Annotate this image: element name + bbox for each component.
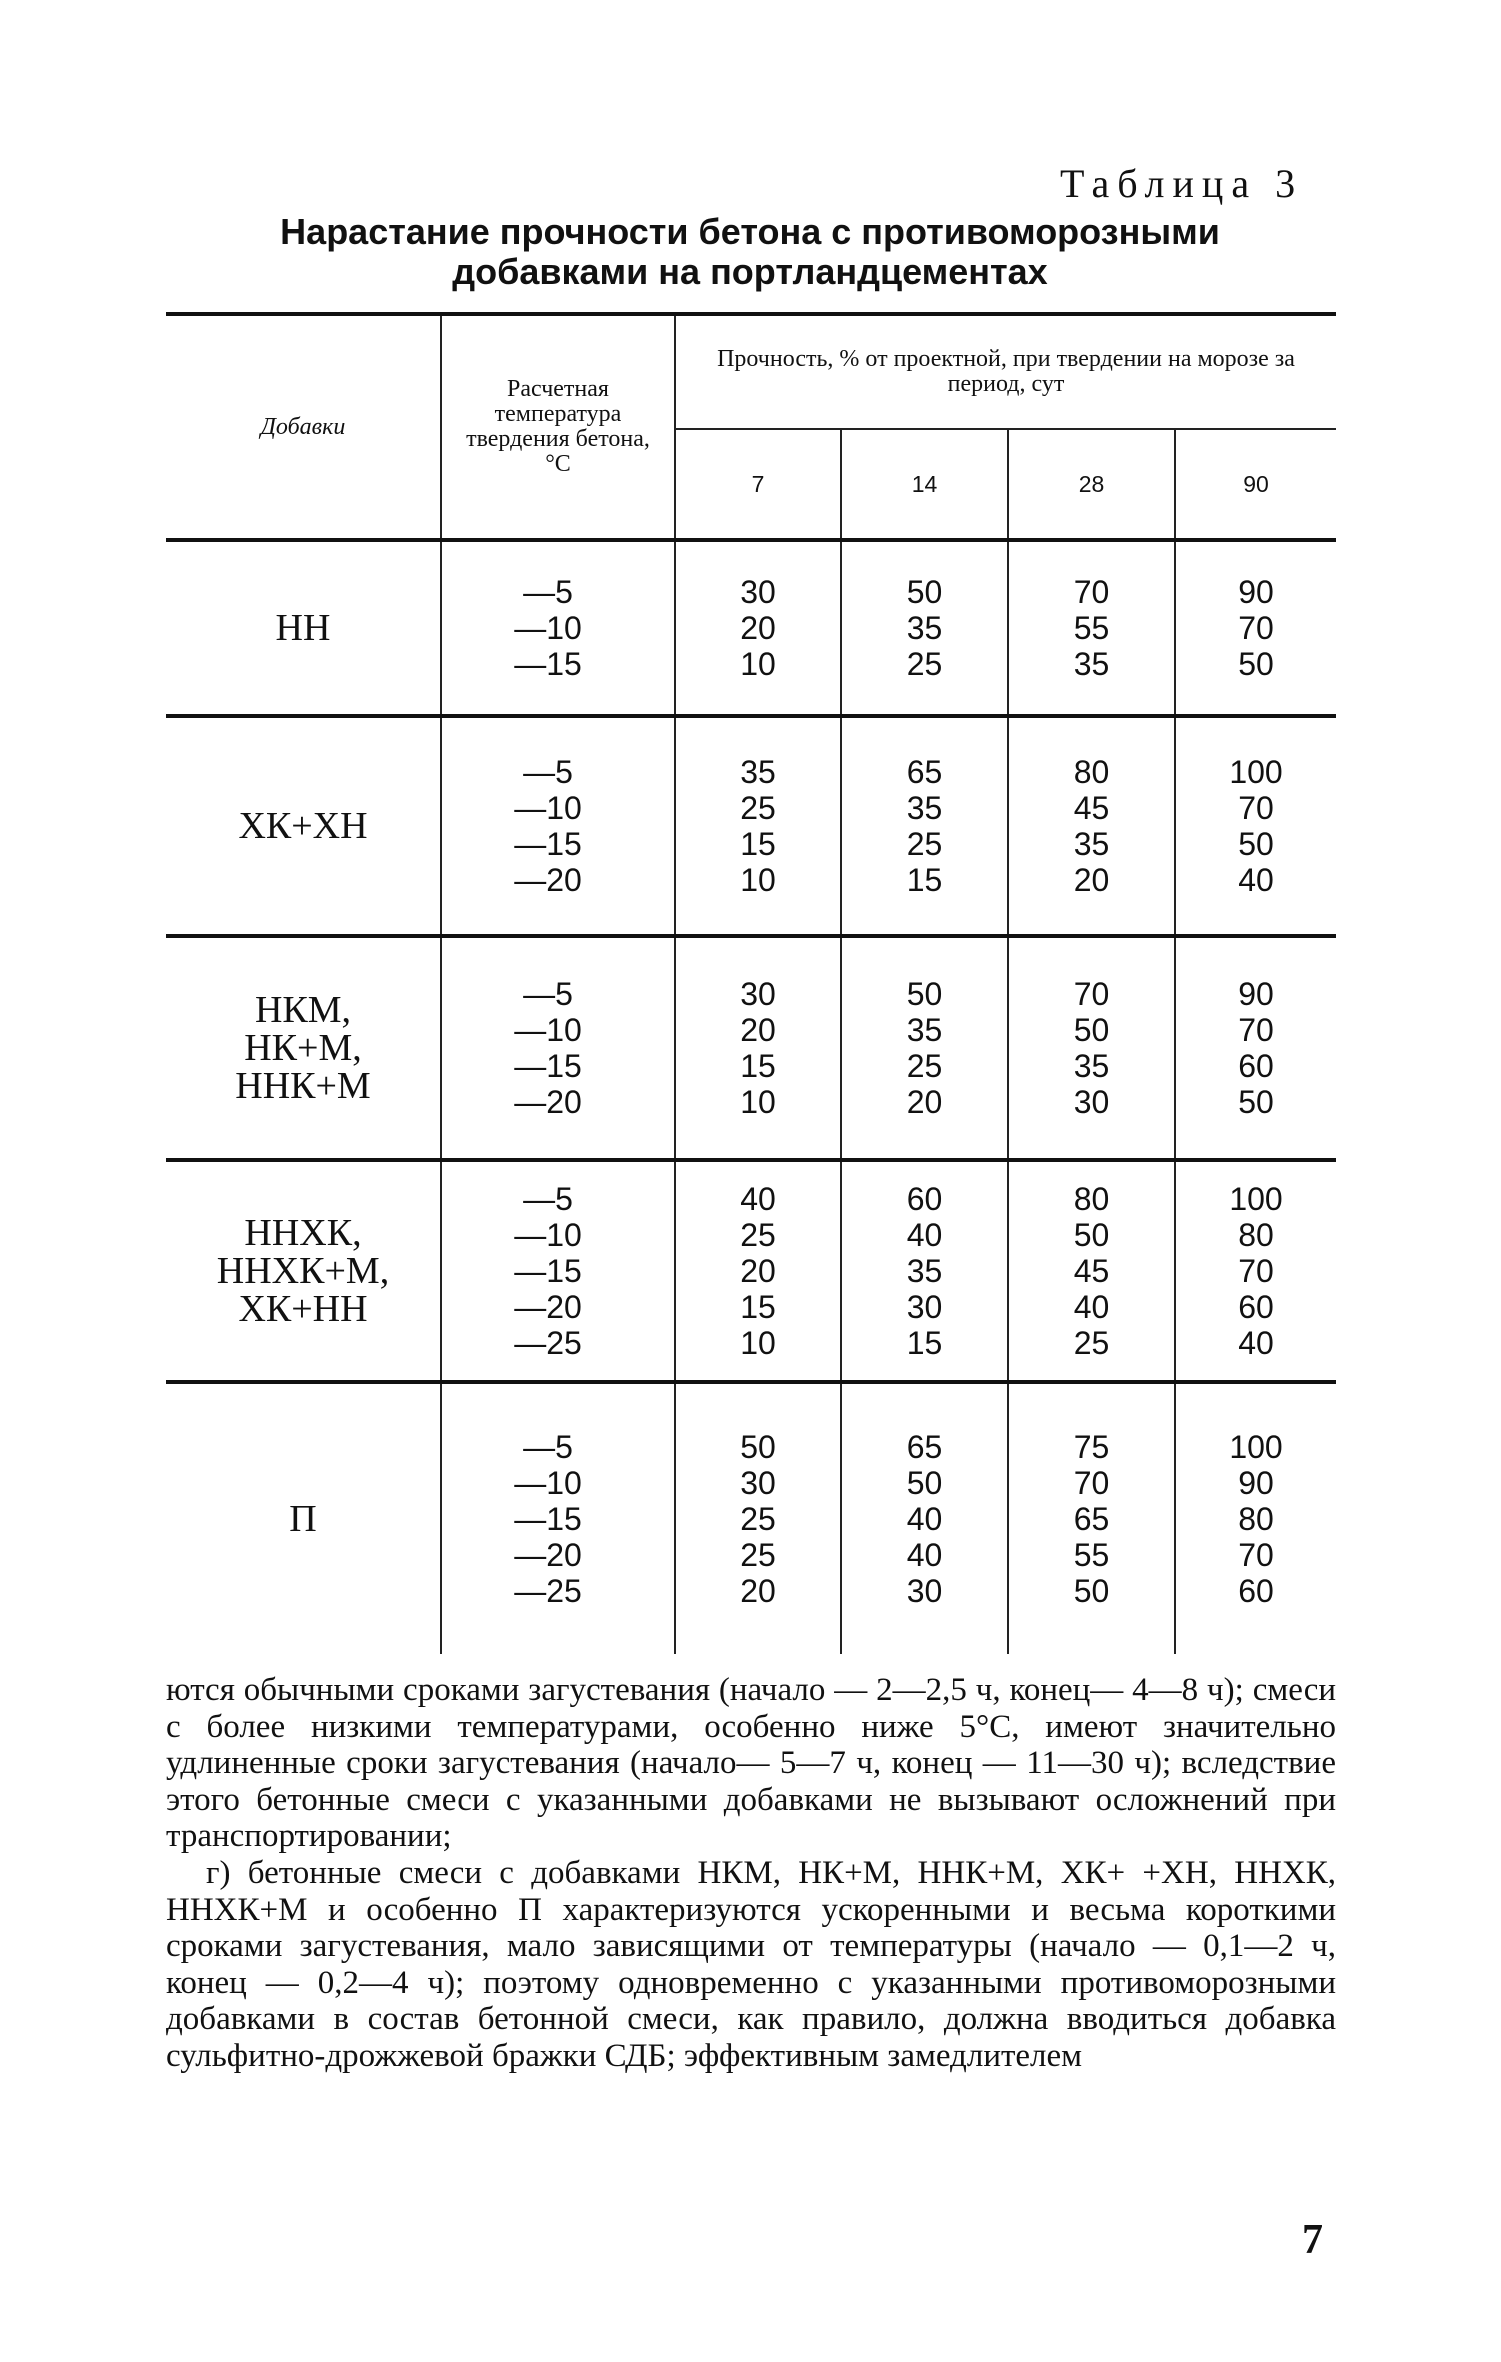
cell-value: —10: [514, 610, 582, 646]
strength-90-days: [1175, 540, 1336, 716]
cell-value: 90: [1238, 976, 1274, 1012]
header-strength: Прочность, % от проектной, при твердении на морозе за период, сут: [675, 314, 1336, 429]
cell-value: 60: [1238, 1289, 1274, 1325]
header-row: [166, 314, 1336, 429]
additive-name-line: ННХК,: [244, 1212, 362, 1254]
cell-value: 40: [906, 1217, 943, 1253]
cell-value: —5: [523, 1429, 573, 1465]
cell-value: 10: [740, 1325, 776, 1361]
cell-value: 100: [1229, 1181, 1283, 1217]
cell-value: 40: [1238, 1325, 1274, 1361]
cell-value: 65: [1073, 1501, 1110, 1537]
cell-value: 70: [1238, 1012, 1274, 1048]
cell-value: 70: [1238, 610, 1274, 646]
additive-name: [166, 540, 441, 716]
page-number: 7: [1302, 2217, 1323, 2263]
table-row: [166, 716, 1336, 936]
cell-value: 50: [1073, 1217, 1110, 1253]
cell-value: —20: [514, 1537, 582, 1573]
strength-28-days: [1008, 1382, 1175, 1654]
table-row: [166, 1160, 1336, 1382]
cell-value: 10: [740, 1084, 776, 1120]
cell-value: 80: [1238, 1217, 1274, 1253]
cell-value: 25: [740, 1501, 776, 1537]
cell-value: 15: [906, 862, 943, 898]
cell-value: 25: [1073, 1325, 1110, 1361]
cell-value: —10: [514, 1217, 582, 1253]
strength-14-days: [841, 540, 1008, 716]
cell-value: —15: [514, 1501, 582, 1537]
strength-28-days: [1008, 540, 1175, 716]
strength-28-days: [1008, 716, 1175, 936]
additive-name-line: ХК+ХН: [238, 805, 368, 847]
cell-value: 20: [740, 1012, 776, 1048]
cell-value: —5: [523, 976, 573, 1012]
additive-name-line: ХК+НН: [238, 1288, 368, 1330]
cell-value: 60: [906, 1181, 943, 1217]
cell-value: 50: [1073, 1573, 1110, 1609]
cell-value: 35: [1073, 1048, 1110, 1084]
cell-value: —25: [514, 1325, 582, 1361]
cell-value: 80: [1238, 1501, 1274, 1537]
cell-value: 60: [1238, 1573, 1274, 1609]
body-text: [166, 1672, 1336, 2075]
table-row: [166, 936, 1336, 1160]
header-day-14: 14: [841, 429, 1008, 540]
temperature-values: [441, 1160, 675, 1382]
body-paragraph-1: ются обычными сроками загустевания (начало — 2—2,5 ч, конец— 4—8 ч); смеси с более низкими температурами, особенно ниже 5°С, имеют значительно удлиненные сроки загустевания (начало— 5—7 ч, конец — 11—30 ч); вследствие этого бетонные смеси с указанными добавками не вызывают осложнений при транспортировании;: [166, 1672, 1336, 1855]
cell-value: 80: [1073, 1181, 1110, 1217]
cell-value: —5: [523, 754, 573, 790]
cell-value: 35: [906, 1253, 943, 1289]
cell-value: —15: [514, 1253, 582, 1289]
cell-value: 55: [1073, 1537, 1110, 1573]
cell-value: 30: [906, 1289, 943, 1325]
header-day-90: 90: [1175, 429, 1336, 540]
cell-value: 70: [1073, 574, 1110, 610]
table-title: [160, 212, 1340, 292]
cell-value: 15: [740, 826, 776, 862]
header-temperature: Расчетная температура твердения бетона, °С: [441, 314, 675, 540]
cell-value: 30: [906, 1573, 943, 1609]
strength-14-days: [841, 716, 1008, 936]
additive-name: [166, 1160, 441, 1382]
additive-name-line: НКМ,: [254, 989, 352, 1031]
cell-value: —5: [523, 1181, 573, 1217]
cell-value: 40: [1073, 1289, 1110, 1325]
cell-value: 20: [740, 1253, 776, 1289]
cell-value: 35: [1073, 826, 1110, 862]
additive-name: [166, 1382, 441, 1654]
header-day-7: 7: [675, 429, 841, 540]
temperature-values: [441, 540, 675, 716]
header-day-28: 28: [1008, 429, 1175, 540]
strength-7-days: [675, 936, 841, 1160]
additive-name-line: ННК+М: [235, 1065, 371, 1107]
cell-value: 35: [1073, 646, 1110, 682]
cell-value: 70: [1073, 976, 1110, 1012]
cell-value: 10: [740, 862, 776, 898]
cell-value: —20: [514, 1289, 582, 1325]
cell-value: 35: [740, 754, 776, 790]
cell-value: 15: [906, 1325, 943, 1361]
strength-7-days: [675, 540, 841, 716]
cell-value: 45: [1073, 790, 1110, 826]
cell-value: 60: [1238, 1048, 1274, 1084]
cell-value: 25: [740, 790, 776, 826]
cell-value: 70: [1238, 1537, 1274, 1573]
cell-value: 40: [906, 1537, 943, 1573]
cell-value: —15: [514, 826, 582, 862]
table-row: [166, 540, 1336, 716]
cell-value: 30: [740, 1465, 776, 1501]
strength-90-days: [1175, 716, 1336, 936]
cell-value: 50: [740, 1429, 776, 1465]
table-row: [166, 1382, 1336, 1654]
body-paragraph-2: г) бетонные смеси с добавками НКМ, НК+М, ННК+М, ХК+ +ХН, ННХК, ННХК+М и особенно П характеризуются ускоренными и весьма короткими сроками загустевания, мало зависящими от температуры (начало — 0,1—2 ч, конец — 0,2—4 ч); поэтому одновременно с указанными противоморозными добавками в состав бетонной смеси, как правило, должна вводиться добавка сульфитно-дрожжевой бражки СДБ; эффективным замедлителем: [166, 1854, 1336, 2074]
cell-value: 65: [906, 1429, 943, 1465]
cell-value: —25: [514, 1573, 582, 1609]
strength-14-days: [841, 1382, 1008, 1654]
additive-name-line: НН: [275, 607, 331, 649]
cell-value: 70: [1073, 1465, 1110, 1501]
cell-value: 50: [906, 976, 943, 1012]
cell-value: 20: [740, 610, 776, 646]
temperature-values: [441, 716, 675, 936]
cell-value: 45: [1073, 1253, 1110, 1289]
strength-28-days: [1008, 1160, 1175, 1382]
cell-value: —5: [523, 574, 573, 610]
strength-90-days: [1175, 1160, 1336, 1382]
cell-value: 40: [906, 1501, 943, 1537]
strength-7-days: [675, 1382, 841, 1654]
cell-value: 30: [740, 976, 776, 1012]
cell-value: —20: [514, 1084, 582, 1120]
cell-value: 50: [1238, 646, 1274, 682]
cell-value: 55: [1073, 610, 1110, 646]
table-title-line-2: добавками на портландцементах: [452, 251, 1048, 292]
cell-value: 50: [906, 1465, 943, 1501]
cell-value: 15: [740, 1289, 776, 1325]
strength-28-days: [1008, 936, 1175, 1160]
cell-value: 50: [1238, 1084, 1274, 1120]
cell-value: —10: [514, 790, 582, 826]
cell-value: 75: [1073, 1429, 1110, 1465]
cell-value: 20: [1073, 862, 1110, 898]
cell-value: —10: [514, 1465, 582, 1501]
table-title-line-1: Нарастание прочности бетона с противоморозными: [280, 211, 1220, 252]
cell-value: 50: [1238, 826, 1274, 862]
temperature-values: [441, 1382, 675, 1654]
cell-value: 50: [906, 574, 943, 610]
cell-value: 20: [906, 1084, 943, 1120]
cell-value: —15: [514, 1048, 582, 1084]
temperature-values: [441, 936, 675, 1160]
cell-value: 40: [1238, 862, 1274, 898]
cell-value: 30: [740, 574, 776, 610]
cell-value: 25: [740, 1537, 776, 1573]
cell-value: 25: [906, 646, 943, 682]
cell-value: 70: [1238, 790, 1274, 826]
cell-value: 35: [906, 790, 943, 826]
cell-value: 100: [1229, 1429, 1283, 1465]
cell-value: —20: [514, 862, 582, 898]
additive-name: [166, 716, 441, 936]
strength-7-days: [675, 1160, 841, 1382]
cell-value: —15: [514, 646, 582, 682]
cell-value: 25: [906, 826, 943, 862]
strength-table: [166, 312, 1336, 1654]
cell-value: 70: [1238, 1253, 1274, 1289]
strength-14-days: [841, 1160, 1008, 1382]
cell-value: 90: [1238, 1465, 1274, 1501]
additive-name-line: НК+М,: [244, 1027, 362, 1069]
cell-value: 20: [740, 1573, 776, 1609]
cell-value: —10: [514, 1012, 582, 1048]
table-label: Таблица 3: [1060, 161, 1304, 206]
strength-90-days: [1175, 936, 1336, 1160]
header-additive: Добавки: [166, 314, 441, 540]
cell-value: 80: [1073, 754, 1110, 790]
cell-value: 50: [1073, 1012, 1110, 1048]
strength-14-days: [841, 936, 1008, 1160]
cell-value: 40: [740, 1181, 776, 1217]
cell-value: 35: [906, 1012, 943, 1048]
additive-name-line: ННХК+М,: [216, 1250, 390, 1292]
cell-value: 15: [740, 1048, 776, 1084]
cell-value: 30: [1073, 1084, 1110, 1120]
additive-name-line: П: [289, 1498, 317, 1540]
cell-value: 25: [740, 1217, 776, 1253]
additive-name: [166, 936, 441, 1160]
cell-value: 65: [906, 754, 943, 790]
strength-90-days: [1175, 1382, 1336, 1654]
strength-7-days: [675, 716, 841, 936]
cell-value: 100: [1229, 754, 1283, 790]
cell-value: 10: [740, 646, 776, 682]
cell-value: 90: [1238, 574, 1274, 610]
cell-value: 25: [906, 1048, 943, 1084]
cell-value: 35: [906, 610, 943, 646]
